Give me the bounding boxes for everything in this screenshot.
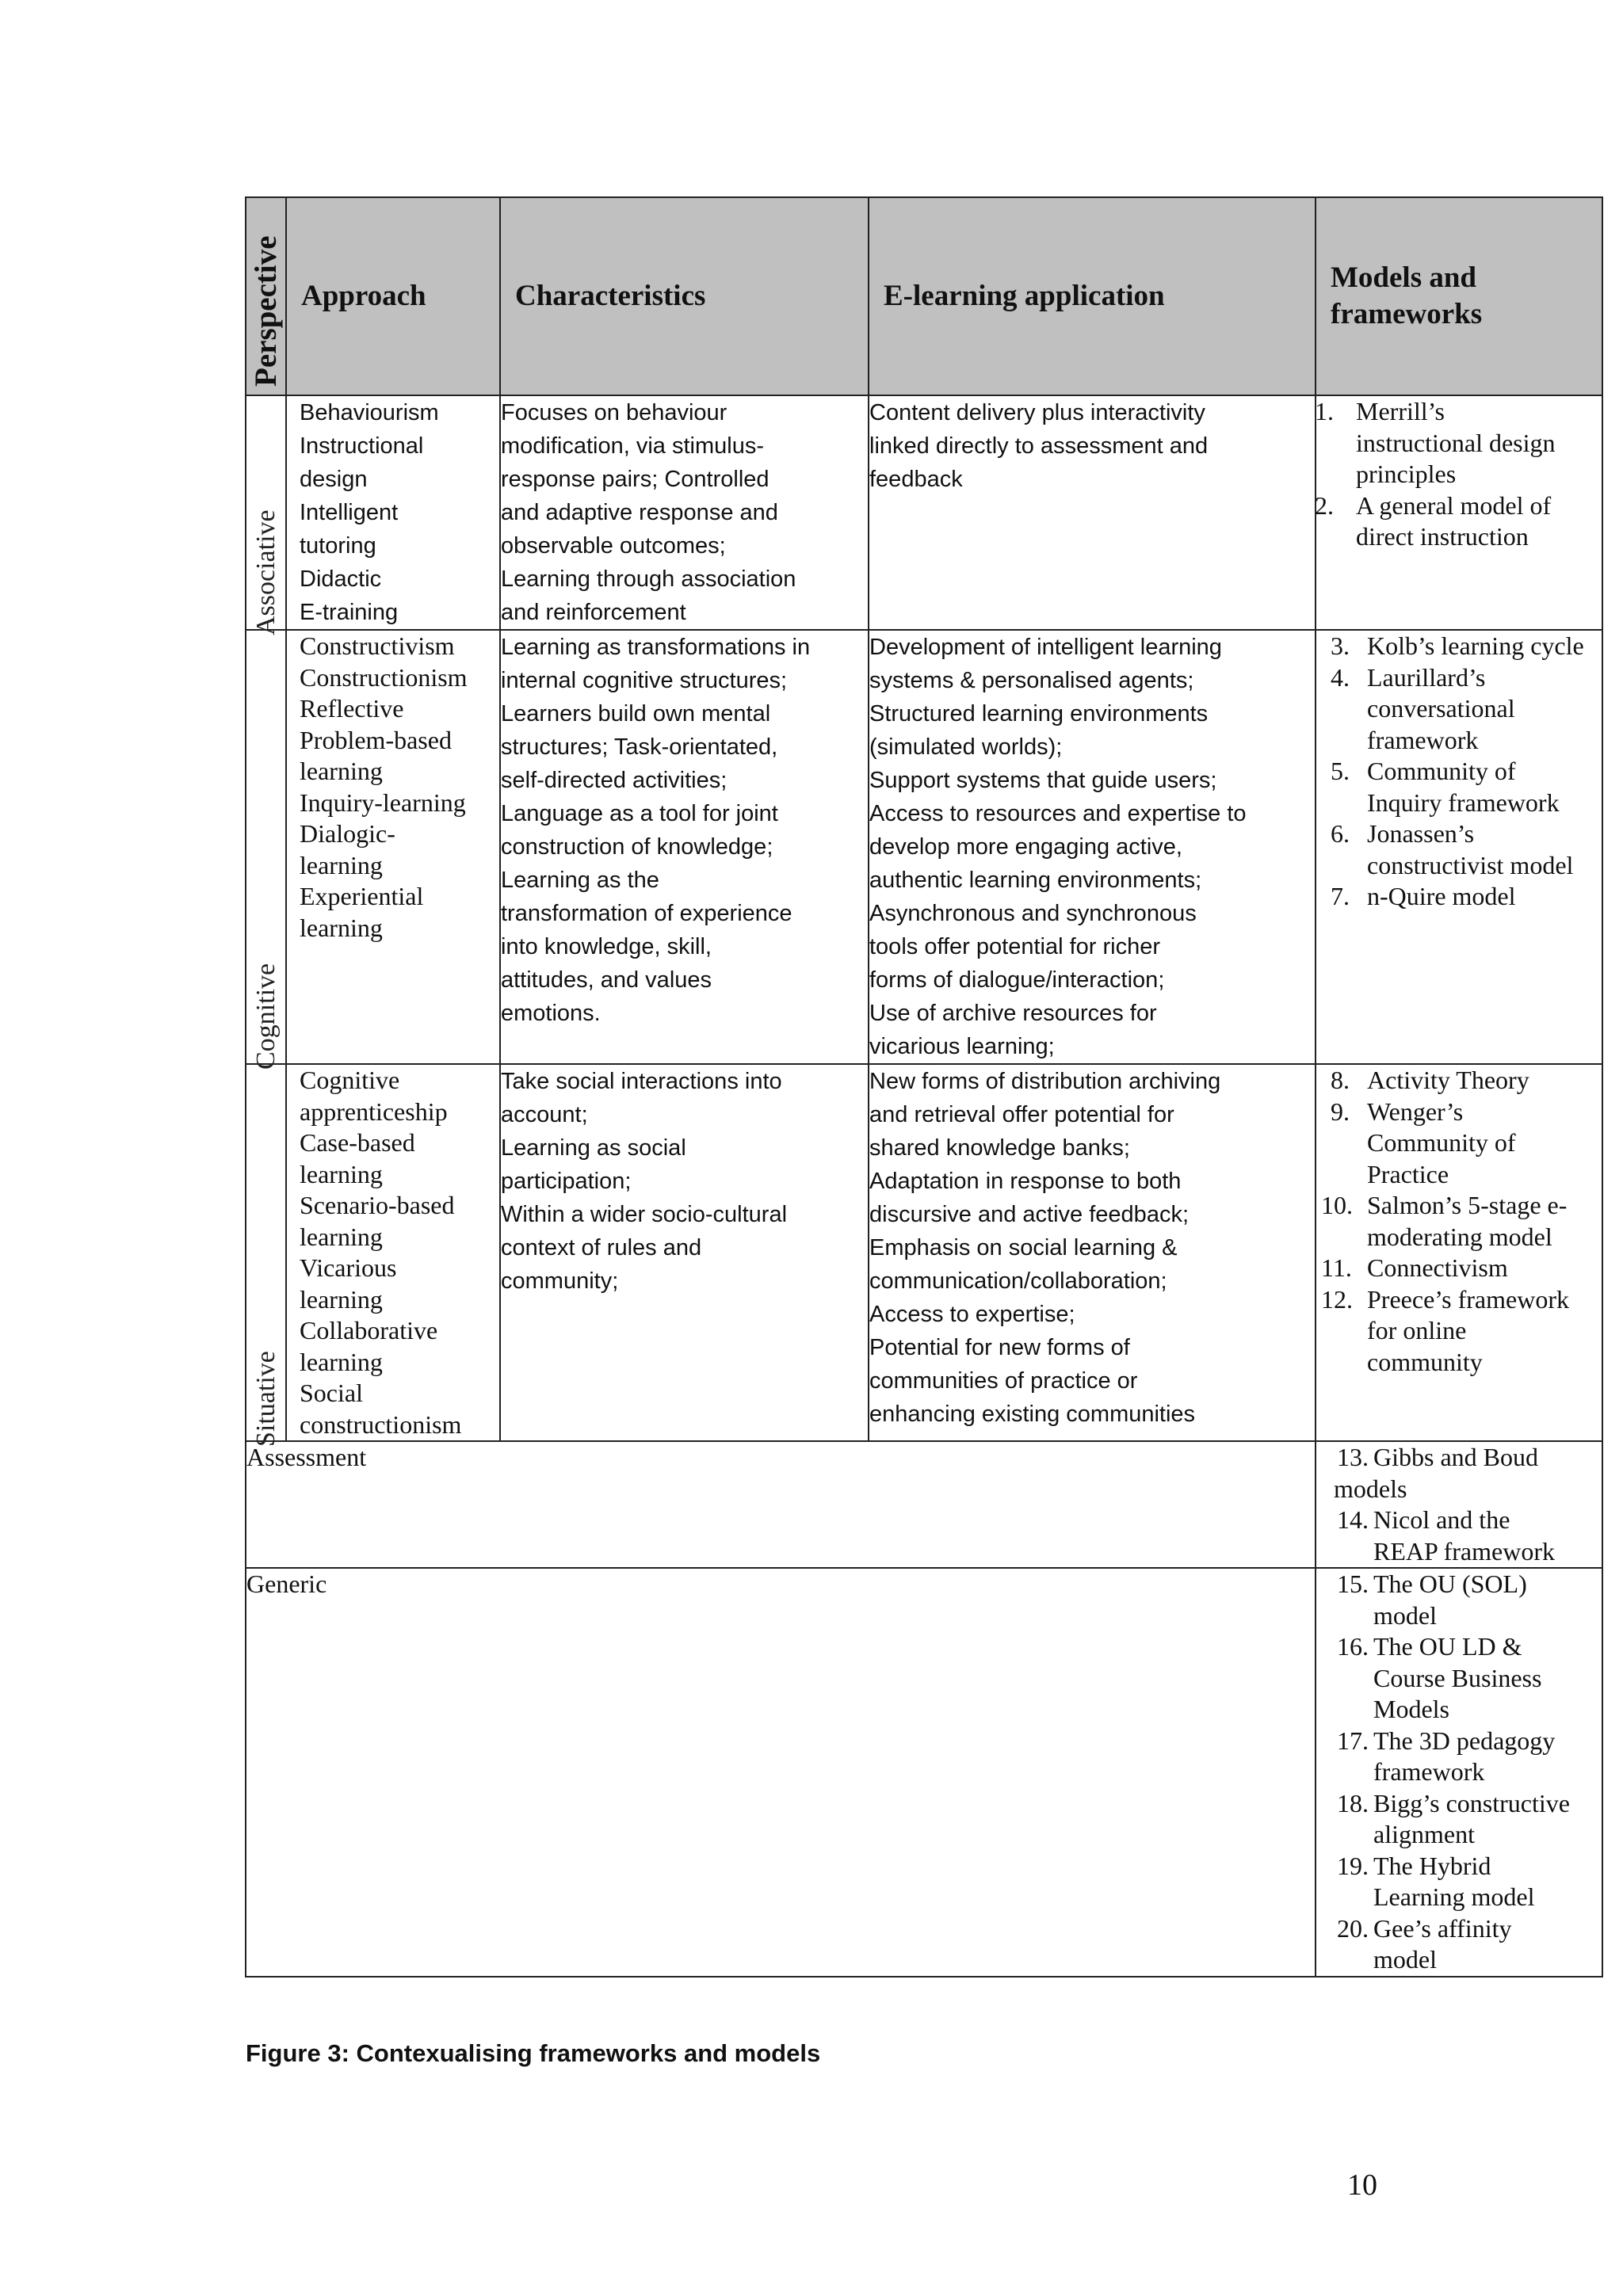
perspective-cell xyxy=(246,395,286,635)
list-item: 13. Gibbs and Boud models xyxy=(1334,1443,1538,1503)
header-elearning: E-learning application xyxy=(869,197,1316,395)
models-cell xyxy=(1316,395,1602,630)
table-row-cognitive xyxy=(246,630,1602,1064)
list-item: 10. Salmon’s 5-stage e- moderating model xyxy=(1321,1191,1568,1251)
list-item: 8. Activity Theory xyxy=(1331,1066,1529,1094)
table-header-row xyxy=(246,197,1602,395)
models-cell xyxy=(1316,630,1602,1064)
figure-caption: Figure 3: Contexualising frameworks and models xyxy=(246,2039,821,2067)
list-item: 9. Wenger’s Community of Practice xyxy=(1331,1097,1516,1188)
header-models: Models and frameworks xyxy=(1316,197,1602,395)
models-cell xyxy=(1316,1568,1602,1977)
list-item: 11. Connectivism xyxy=(1321,1253,1508,1282)
header-characteristics: Characteristics xyxy=(500,197,869,395)
table-row-assessment xyxy=(246,1441,1602,1568)
list-item: 2. A general model of direct instruction xyxy=(1315,490,1552,551)
list-item: 12. Preece’s framework for online community xyxy=(1321,1284,1569,1376)
perspective-cell xyxy=(246,1064,286,1447)
table-row-situative xyxy=(246,1064,1602,1441)
perspective-label: Cognitive xyxy=(250,963,281,1070)
perspective-label: Situative xyxy=(250,1351,281,1447)
list-item: 20. Gee’s affinity model xyxy=(1337,1913,1512,1974)
elearning-cell: New forms of distribution archiving and retrieval offer potential for shared knowledge banks; Adaptation in response to both discursive and active feedback; Emphasis on social learning & communication/collaboration; Access to expertise; Potential for new forms of communities of practice or enhancing existing communities xyxy=(869,1064,1316,1441)
perspective-cell xyxy=(246,630,286,1070)
models-cell xyxy=(1316,1064,1602,1441)
list-item: 7. n-Quire model xyxy=(1331,882,1516,910)
characteristics-cell: Take social interactions into account; Learning as social participation; Within a wider socio-cultural context of rules and community; xyxy=(500,1064,869,1441)
header-approach: Approach xyxy=(286,197,500,395)
list-item: 4. Laurillard’s conversational framework xyxy=(1331,662,1515,754)
perspective-label: Associative xyxy=(250,509,281,635)
generic-label: Generic xyxy=(246,1568,1316,1977)
approach-cell: Cognitive apprenticeship Case-based learning Scenario-based learning Vicarious learning Collaborative learning Social constructionism xyxy=(286,1064,500,1441)
elearning-cell: Development of intelligent learning systems & personalised agents; Structured learning environments (simulated worlds); Support systems that guide users; Access to resources and expertise to develop more engaging active, authentic learning environments; Asynchronous and synchronous tools offer potential for richer forms of dialogue/interaction; Use of archive resources for vicarious learning; xyxy=(869,630,1316,1064)
list-item: 18. Bigg’s constructive alignment xyxy=(1337,1788,1570,1848)
elearning-cell: Content delivery plus interactivity linked directly to assessment and feedback xyxy=(869,395,1316,630)
assessment-label: Assessment xyxy=(246,1441,1316,1568)
list-item: 15. The OU (SOL) model xyxy=(1337,1569,1527,1630)
header-perspective-label: Perspective xyxy=(248,235,283,387)
table-row-generic xyxy=(246,1568,1602,1977)
list-item: 16. The OU LD & Course Business Models xyxy=(1337,1632,1542,1723)
list-item: 14. Nicol and the REAP framework xyxy=(1337,1505,1555,1566)
header-perspective xyxy=(246,197,286,395)
list-item: 6. Jonassen’s constructivist model xyxy=(1331,819,1574,879)
page-number: 10 xyxy=(1347,2168,1377,2202)
models-cell xyxy=(1316,1441,1602,1568)
list-item: 5. Community of Inquiry framework xyxy=(1331,757,1560,817)
characteristics-cell: Learning as transformations in internal cognitive structures; Learners build own mental structures; Task-orientated, self-directed activities; Language as a tool for joint construction of knowledge; Learning as the transformation of experience into knowledge, skill, attitudes, and values emotions. xyxy=(500,630,869,1064)
list-item: 17. The 3D pedagogy framework xyxy=(1337,1726,1556,1786)
approach-cell: Behaviourism Instructional design Intelligent tutoring Didactic E-training xyxy=(286,395,500,630)
table-row-associative xyxy=(246,395,1602,630)
list-item: 1. Merrill’s instructional design principles xyxy=(1315,397,1556,488)
list-item: 19. The Hybrid Learning model xyxy=(1337,1851,1535,1911)
characteristics-cell: Focuses on behaviour modification, via stimulus- response pairs; Controlled and adaptive response and observable outcomes; Learning through association and reinforcement xyxy=(500,395,869,630)
approach-cell: Constructivism Constructionism Reflective Problem-based learning Inquiry-learning Dialogic- learning Experiential learning xyxy=(286,630,500,1064)
frameworks-table xyxy=(245,196,1603,1978)
list-item: 3. Kolb’s learning cycle xyxy=(1331,631,1584,660)
